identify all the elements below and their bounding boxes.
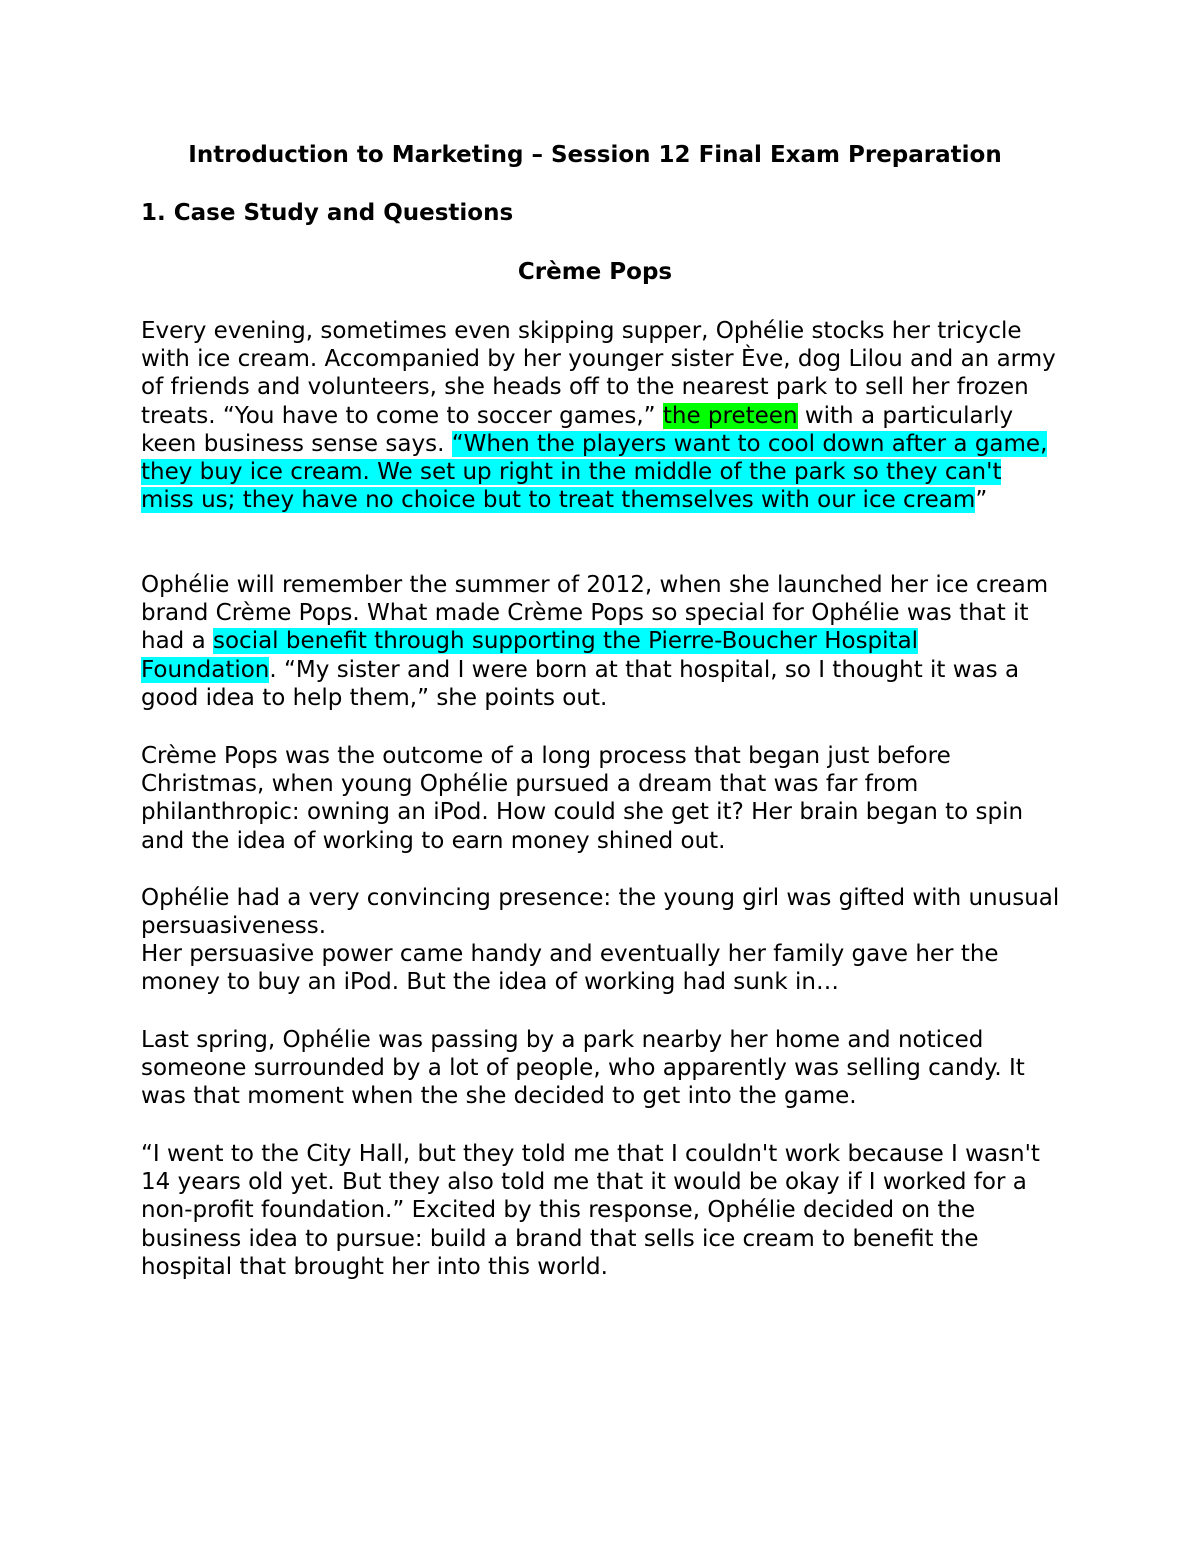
highlighted-text-green: the preteen [662,402,798,429]
paragraph-5: Her persuasive power came handy and eventually her family gave her the money to buy an iPod. But the idea of working had sunk in… [141,941,999,996]
paragraph-text: Ophélie will remember the summer of 2012, when she launched her ice cream brand Crème Pops. What made Crème Pops so special for Ophélie was that it had a [141,572,1049,655]
highlighted-quote-cyan: “When the players want to cool down after a game, they buy ice cream. We set up right in the middle of the park so they can't miss us; they have no choice but to treat themselves with our ice cream [141,430,1048,514]
paragraph-text: . “My sister and I were born at that hospital, so I thought it was a good idea to help them,” she points out. [141,656,1020,711]
paragraph-1 [141,317,1061,514]
case-study-title: Crème Pops [517,259,673,285]
paragraph-text: with a particularly keen business sense says. [141,402,1014,457]
highlighted-text-cyan: social benefit through supporting the Pierre-Boucher Hospital Foundation [141,628,919,683]
paragraph-7: “I went to the City Hall, but they told me that I couldn't work because I wasn't 14 years old yet. But they also told me that it would be okay if I worked for a non-profit foundation.” Excited by this response, Ophélie decided on the business idea to pursue: build a brand that sells ice cream to benefit the hospital that brought her into this world. [141,1141,1040,1280]
paragraph-text: ” [975,487,988,514]
paragraph-4: Ophélie had a very convincing presence: the young girl was gifted with unusual persuasiveness. [141,885,1060,940]
paragraph-text: Every evening, sometimes even skipping supper, Ophélie stocks her tricycle with ice cream. Accompanied by her younger sister Ève, dog Lilou and an army of friends and volunteers, she heads off to the nearest park to sell her frozen treats. “You have to come to soccer games,” [141,318,1056,429]
paragraph-3: Crème Pops was the outcome of a long process that began just before Christmas, when young Ophélie pursued a dream that was far from philanthropic: owning an iPod. How could she get it? Her brain began to spin and the idea of working to earn money shined out. [141,743,1024,854]
paragraph-2 [141,571,1061,712]
paragraph-6: Last spring, Ophélie was passing by a park nearby her home and noticed someone surrounded by a lot of people, who apparently was selling candy. It was that moment when the she decided to get into the game. [141,1027,1025,1110]
document-title: Introduction to Marketing – Session 12 Final Exam Preparation [188,142,1002,168]
section-heading: 1. Case Study and Questions [141,200,514,226]
